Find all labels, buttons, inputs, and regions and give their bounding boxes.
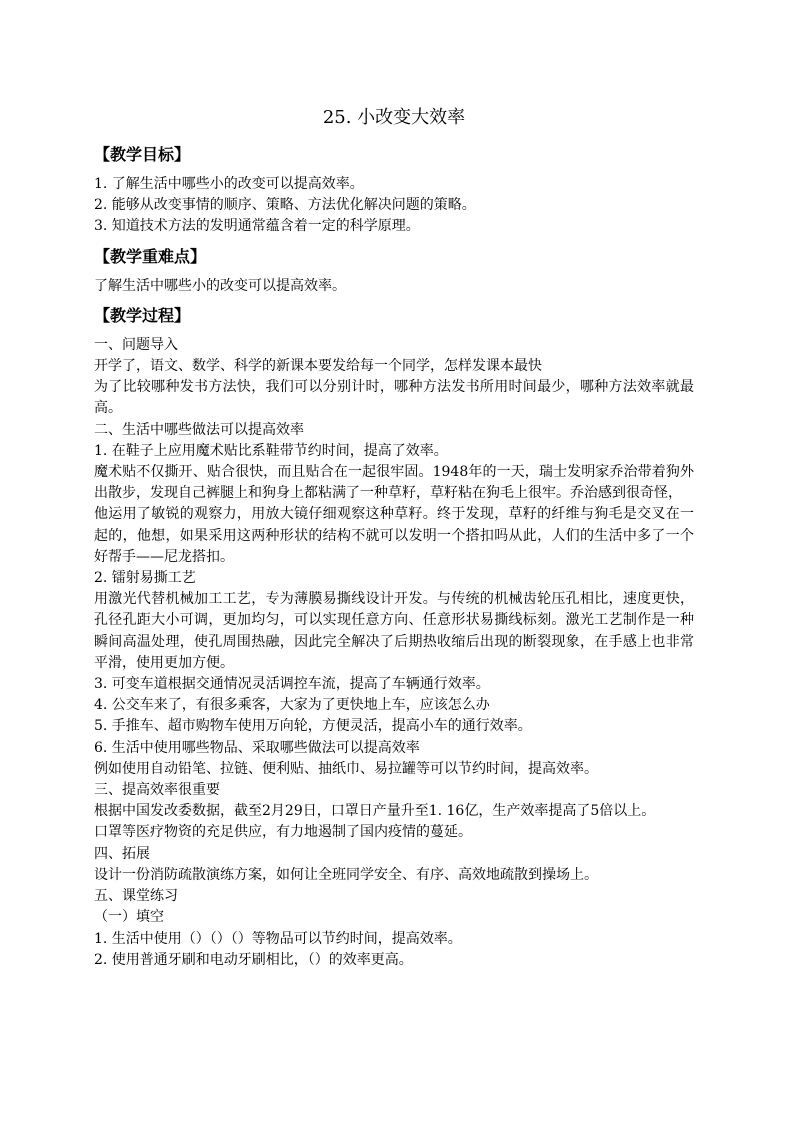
goal-item: 1. 了解生活中哪些小的改变可以提高效率。 [94, 176, 364, 192]
process-line: 4. 公交车来了，有很多乘客，大家为了更快地上车，应该怎么办 [94, 697, 490, 714]
keypoints-text: 了解生活中哪些小的改变可以提高效率。 [94, 277, 346, 294]
process-line: 2. 使用普通牙刷和电动牙刷相比，（）的效率更高。 [94, 951, 413, 968]
process-line: 1. 生活中使用（）（）（）等物品可以节约时间，提高效率。 [94, 930, 462, 947]
process-line: 3. 可变车道根据交通情况灵活调控车流，提高了车辆通行效率。 [94, 676, 490, 693]
process-line: 为了比较哪种发书方法快，我们可以分别计时，哪种方法发书所用时间最少，哪种方法效率就最高。 [94, 379, 694, 417]
process-line: 五、课堂练习 [94, 888, 178, 905]
process-line: 1. 在鞋子上应用魔术贴比系鞋带节约时间，提高了效率。 [94, 442, 448, 459]
page-title: 25. 小改变大效率 [322, 107, 466, 128]
process-line: 2. 镭射易撕工艺 [94, 570, 196, 587]
process-line: 5. 手推车、超市购物车使用万向轮，方便灵活，提高小车的通行效率。 [94, 718, 532, 735]
process-line: 三、提高效率很重要 [94, 782, 220, 799]
process-line: 用激光代替机械加工工艺，专为薄膜易撕线设计开发。与传统的机械齿轮压孔相比，速度更快，孔径孔距大小可调，更加均匀，可以实现任意方向、任意形状易撕线标刻。激光工艺制作是一种瞬间高温处理，使孔周围热融，因此完全解决了后期热收缩后出现的断裂现象，在手感上也非常平滑，使用更加方便。 [94, 591, 694, 671]
process-line: 设计一份消防疏散演练方案，如何让全班同学安全、有序、高效地疏散到操场上。 [94, 866, 598, 883]
section-heading-keypoints: 【教学重难点】 [94, 246, 207, 266]
process-line: 魔术贴不仅撕开、贴合很快，而且贴合在一起很牢固。1948年的一天，瑞士发明家乔治带着狗外出散步，发现自己裤腿上和狗身上都粘满了一种草籽，草籽粘在狗毛上很牢。乔治感到很奇怪， [94, 464, 694, 502]
process-line: 他运用了敏锐的观察力，用放大镜仔细观察这种草籽。终于发现，草籽的纤维与狗毛是交叉在一起的，他想，如果采用这两种形状的结构不就可以发明一个搭扣吗从此，人们的生活中多了一个好帮手——尼龙搭扣。 [94, 506, 694, 565]
process-line: 例如使用自动铅笔、拉链、便利贴、抽纸巾、易拉罐等可以节约时间，提高效率。 [94, 760, 598, 777]
process-line: 开学了，语文、数学、科学的新课本要发给每一个同学，怎样发课本最快 [94, 358, 542, 375]
process-line: 四、拓展 [94, 845, 150, 862]
process-line: 口罩等医疗物资的充足供应，有力地遏制了国内疫情的蔓延。 [94, 824, 472, 841]
section-heading-process: 【教学过程】 [94, 305, 191, 325]
goal-item: 2. 能够从改变事情的顺序、策略、方法优化解决问题的策略。 [94, 197, 476, 214]
process-line: 二、生活中哪些做法可以提高效率 [94, 421, 304, 438]
section-heading-goals: 【教学目标】 [94, 145, 191, 164]
process-line: 一、问题导入 [94, 336, 178, 353]
goal-item: 3. 知道技术方法的发明通常蕴含着一定的科学原理。 [94, 218, 420, 235]
process-line: （一）填空 [94, 909, 164, 926]
process-line: 根据中国发改委数据，截至2月29日，口罩日产量升至1. 16亿，生产效率提高了5倍以上。 [94, 803, 656, 820]
process-line: 6. 生活中使用哪些物品、采取哪些做法可以提高效率 [94, 739, 420, 756]
